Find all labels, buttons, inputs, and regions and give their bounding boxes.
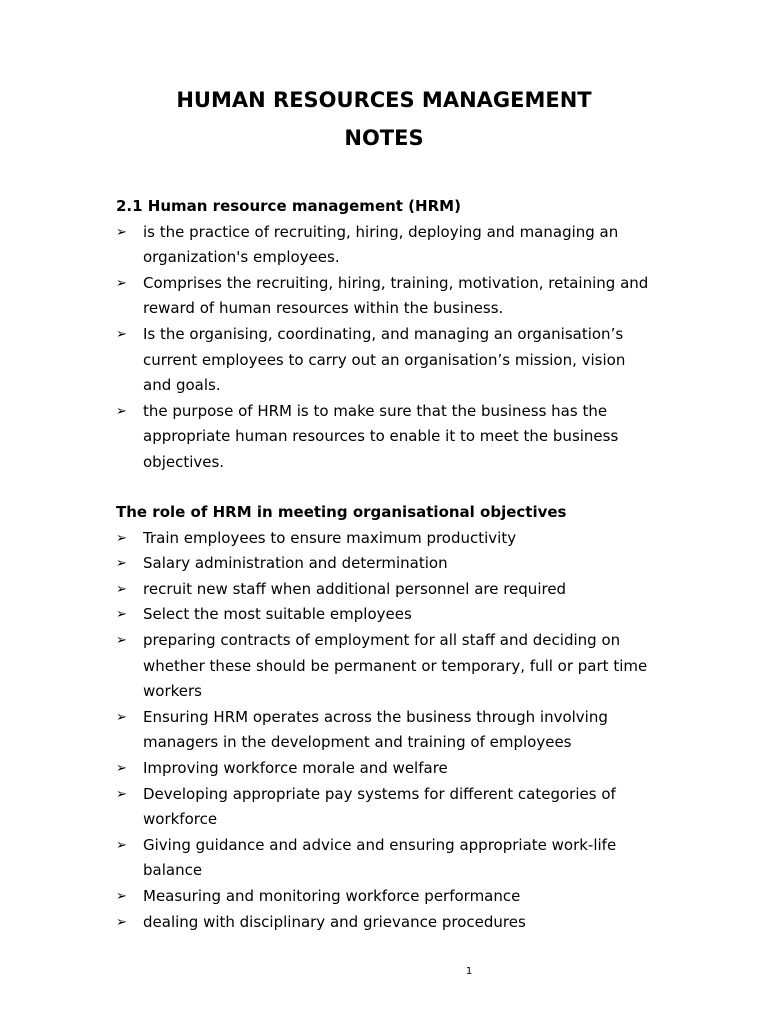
list-item-text: Is the organising, coordinating, and managing an organisation’s current employees to carry out an organisation’s mission, vision and goals.: [143, 324, 626, 395]
list-item-text: Developing appropriate pay systems for different categories of workforce: [143, 784, 616, 829]
arrow-bullet-icon: ➢: [116, 888, 127, 904]
arrow-bullet-icon: ➢: [116, 403, 127, 419]
list-item: [116, 526, 656, 552]
list-item-text: Ensuring HRM operates across the business through involving managers in the development and training of employees: [143, 707, 608, 752]
page-number: 1: [465, 966, 473, 977]
list-item-text: is the practice of recruiting, hiring, deploying and managing an organization's employees.: [143, 222, 619, 267]
arrow-bullet-icon: ➢: [116, 837, 127, 853]
arrow-bullet-icon: ➢: [116, 326, 127, 342]
arrow-bullet-icon: ➢: [116, 275, 127, 291]
arrow-bullet-icon: ➢: [116, 581, 127, 597]
list-item: [116, 756, 656, 782]
list-item-text: the purpose of HRM is to make sure that the business has the appropriate human resources to enable it to meet the business objectives.: [143, 401, 619, 471]
list-item: [116, 220, 656, 271]
list-item-text: Improving workforce morale and welfare: [143, 758, 448, 777]
section-hrm-definition: [116, 194, 656, 476]
list-item-text: recruit new staff when additional personnel are required: [143, 579, 567, 598]
list-item: [116, 884, 656, 910]
list-item-text: Measuring and monitoring workforce performance: [143, 886, 521, 905]
list-item-text: Comprises the recruiting, hiring, training, motivation, retaining and reward of human resources within the business.: [143, 273, 649, 318]
title-line-1: HUMAN RESOURCES MANAGEMENT: [176, 88, 592, 112]
arrow-bullet-icon: ➢: [116, 632, 127, 648]
arrow-bullet-icon: ➢: [116, 607, 127, 623]
list-item: [116, 705, 656, 756]
list-item-text: preparing contracts of employment for all staff and deciding on whether these should be permanent or temporary, full or part time workers: [143, 630, 648, 701]
arrow-bullet-icon: ➢: [116, 530, 127, 546]
list-item: [116, 577, 656, 603]
list-item: [116, 602, 656, 628]
arrow-bullet-icon: ➢: [116, 709, 127, 725]
list-item: [116, 628, 656, 705]
title-line-2: NOTES: [344, 126, 424, 150]
arrow-bullet-icon: ➢: [116, 914, 127, 930]
bullet-list: [116, 220, 656, 476]
document-title: [0, 81, 768, 157]
list-item-text: Train employees to ensure maximum productivity: [143, 528, 517, 547]
list-item-text: Giving guidance and advice and ensuring appropriate work-life balance: [143, 835, 617, 880]
arrow-bullet-icon: ➢: [116, 760, 127, 776]
list-item-text: Select the most suitable employees: [143, 605, 412, 624]
section-hrm-role: [116, 500, 656, 935]
list-item: [116, 322, 656, 399]
arrow-bullet-icon: ➢: [116, 786, 127, 802]
arrow-bullet-icon: ➢: [116, 556, 127, 572]
section-heading: 2.1 Human resource management (HRM): [116, 197, 461, 215]
list-item: [116, 910, 656, 936]
list-item-text: dealing with disciplinary and grievance procedures: [143, 912, 526, 931]
section-heading: The role of HRM in meeting organisational objectives: [116, 503, 567, 521]
list-item: [116, 399, 656, 476]
list-item: [116, 782, 656, 833]
list-item: [116, 271, 656, 322]
list-item: [116, 833, 656, 884]
bullet-list: [116, 526, 656, 936]
arrow-bullet-icon: ➢: [116, 224, 127, 240]
list-item: [116, 551, 656, 577]
list-item-text: Salary administration and determination: [143, 554, 448, 573]
